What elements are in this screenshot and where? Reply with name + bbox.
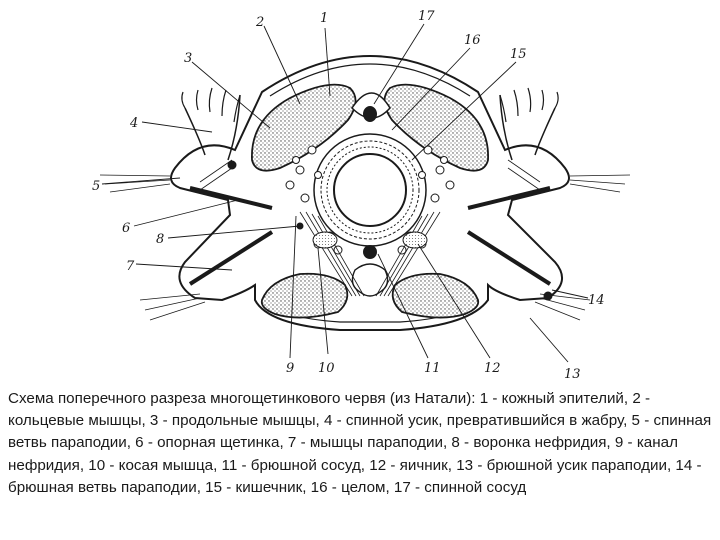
label-3: 3 xyxy=(184,51,193,66)
label-2: 2 xyxy=(256,15,265,30)
label-10: 10 xyxy=(318,361,335,376)
figure-caption: Схема поперечного разреза многощетинкового червя (из Натали): 1 - кожный эпителий, 2 - кольцевые мышцы, 3 - продольные мышцы, 4 - спинной усик, превратившийся в жабру, 5 - спинная ветвь параподии, 6 - опорная щетинка, 7 - мышцы параподии, 8 - воронка нефридия, 9 - канал нефридия, 10 - косая мышца, 11 - брюшной сосуд, 12 - яичник, 13 - брюшной усик параподии, 14 - брюшная ветвь параподии, 15 - кишечник, 16 - целом, 17 - спинной сосуд xyxy=(8,390,712,496)
label-13: 13 xyxy=(564,367,581,382)
ventral-vessel xyxy=(352,245,387,296)
label-15: 15 xyxy=(510,47,527,62)
label-4: 4 xyxy=(130,116,139,131)
label-14: 14 xyxy=(588,293,605,308)
label-6: 6 xyxy=(122,221,131,236)
label-7: 7 xyxy=(126,259,135,274)
label-8: 8 xyxy=(156,232,165,247)
label-9: 9 xyxy=(286,361,295,376)
label-17: 17 xyxy=(418,9,435,24)
label-12: 12 xyxy=(484,361,501,376)
label-11: 11 xyxy=(424,361,441,376)
intestine xyxy=(314,134,426,246)
label-16: 16 xyxy=(464,33,481,48)
label-1: 1 xyxy=(320,11,329,26)
label-5: 5 xyxy=(92,179,101,194)
